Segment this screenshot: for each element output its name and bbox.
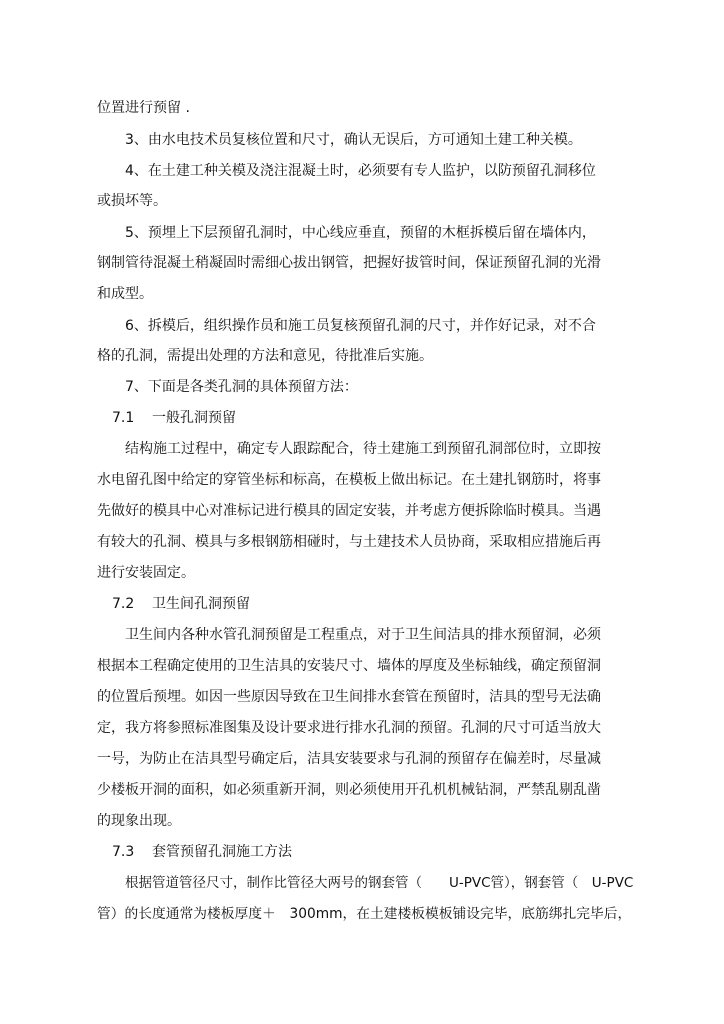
section-title: 套管预留孔洞施工方法 [152, 844, 292, 860]
text-line: 5、预埋上下层预留孔洞时，中心线应垂直，预留的木框拆模后留在墙体内， [125, 225, 596, 241]
text-line: 位置进行预留 . [97, 100, 190, 116]
text-line: 根据管道管径尺寸，制作比管径大两号的钢套管（ U-PVC管），钢套管（ U-PVC [125, 875, 634, 891]
section-number: 7.3 [112, 844, 135, 860]
text-line: 6、拆模后，组织操作员和施工员复核预留孔洞的尺寸，并作好记录，对不合 [125, 318, 596, 334]
text-line: 格的孔洞，需提出处理的方法和意见，待批准后实施。 [97, 348, 433, 364]
text-line: 根据本工程确定使用的卫生洁具的安装尺寸、墙体的厚度及坐标轴线，确定预留洞 [97, 658, 601, 674]
text-line: 钢制管待混凝土稍凝固时需细心拔出钢管，把握好拔管时间，保证预留孔洞的光滑 [97, 255, 601, 271]
text-line: 4、在土建工种关模及浇注混凝土时，必须要有专人监护，以防预留孔洞移位 [125, 163, 596, 179]
section-heading [112, 843, 292, 861]
text-line: 7、下面是各类孔洞的具体预留方法： [125, 379, 358, 395]
text-line: 3、由水电技术员复核位置和尺寸，确认无误后，方可通知土建工种关模。 [125, 132, 582, 148]
text-line: 进行安装固定。 [97, 565, 195, 581]
text-line: 先做好的模具中心对准标记进行模具的固定安装，并考虑方便拆除临时模具。当遇 [97, 503, 601, 519]
section-number: 7.2 [112, 596, 135, 612]
text-line: 的现象出现。 [97, 813, 181, 829]
text-line: 少楼板开洞的面积，如必须重新开洞，则必须使用开孔机机械钻洞，严禁乱剔乱凿 [97, 782, 601, 798]
text-line: 水电留孔图中给定的穿管坐标和标高，在模板上做出标记。在土建扎钢筋时，将事 [97, 472, 601, 488]
text-line: 结构施工过程中，确定专人跟踪配合，待土建施工到预留孔洞部位时，立即按 [125, 441, 601, 457]
text-line: 定，我方将参照标准图集及设计要求进行排水孔洞的预留。孔洞的尺寸可适当放大 [97, 720, 601, 736]
text-line: 一号，为防止在洁具型号确定后，洁具安装要求与孔洞的预留存在偏差时，尽量减 [97, 751, 601, 767]
section-number: 7.1 [112, 410, 135, 426]
section-heading [112, 595, 250, 613]
text-line: 和成型。 [97, 286, 153, 302]
text-line: 管）的长度通常为楼板厚度＋ 300mm，在土建楼板模板铺设完毕，底筋绑扎完毕后， [97, 906, 632, 922]
text-line: 的位置后预埋。如因一些原因导致在卫生间排水套管在预留时，洁具的型号无法确 [97, 689, 601, 705]
text-line: 有较大的孔洞、模具与多根钢筋相碰时，与土建技术人员协商，采取相应措施后再 [97, 534, 601, 550]
section-title: 卫生间孔洞预留 [152, 596, 250, 612]
section-heading [112, 409, 236, 427]
section-title: 一般孔洞预留 [152, 410, 236, 426]
text-line: 或损坏等。 [97, 193, 167, 209]
text-line: 卫生间内各种水管孔洞预留是工程重点，对于卫生间洁具的排水预留洞，必须 [125, 627, 601, 643]
